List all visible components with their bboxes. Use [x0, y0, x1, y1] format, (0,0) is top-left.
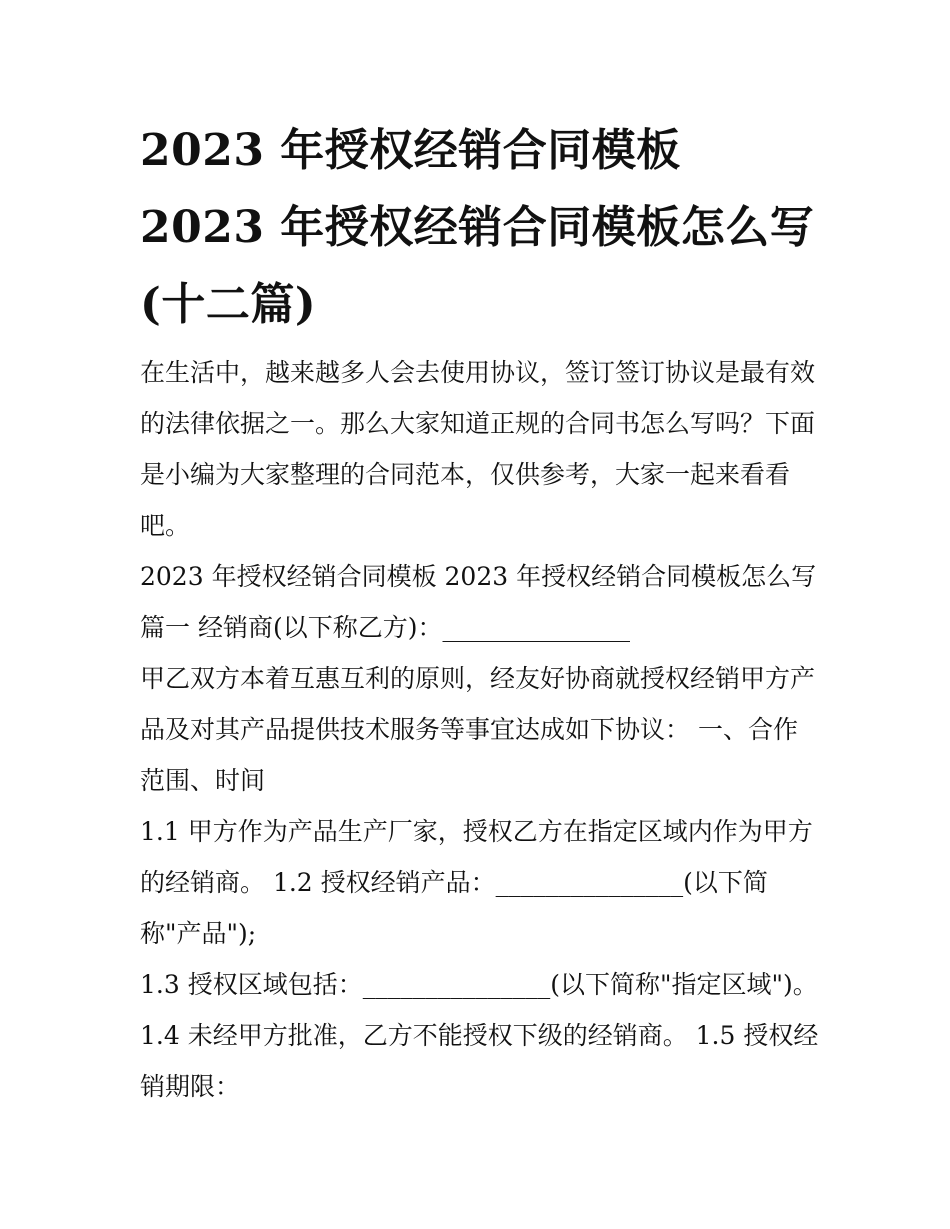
agreement-preamble-paragraph: 甲乙双方本着互惠互利的原则，经友好协商就授权经销甲方产品及对其产品提供技术服务等事宜达成如下协议： 一、合作范围、时间 — [140, 664, 816, 795]
clause-1-3-paragraph: 1.3 授权区域包括：_______________(以下简称"指定区域")。 1.4 未经甲方批准，乙方不能授权下级的经销商。 1.5 授权经销期限： — [140, 970, 819, 1101]
intro-paragraph: 在生活中，越来越多人会去使用协议，签订签订协议是最有效的法律依据之一。那么大家知道正规的合同书怎么写吗？下面是小编为大家整理的合同范本，仅供参考，大家一起来看看吧。 — [140, 358, 816, 540]
clause-1-1-paragraph: 1.1 甲方作为产品生产厂家，授权乙方在指定区域内作为甲方的经销商。 1.2 授权经销产品：_______________(以下简称"产品"); — [140, 817, 813, 948]
document-page — [140, 112, 820, 1112]
document-title-line-1: 2023 年授权经销合同模板 — [140, 125, 681, 176]
document-title-line-2: 2023 年授权经销合同模板怎么写(十二篇) — [140, 202, 815, 330]
section-heading-paragraph: 2023 年授权经销合同模板 2023 年授权经销合同模板怎么写篇一 经销商(以下称乙方)：_______________ — [140, 562, 817, 642]
